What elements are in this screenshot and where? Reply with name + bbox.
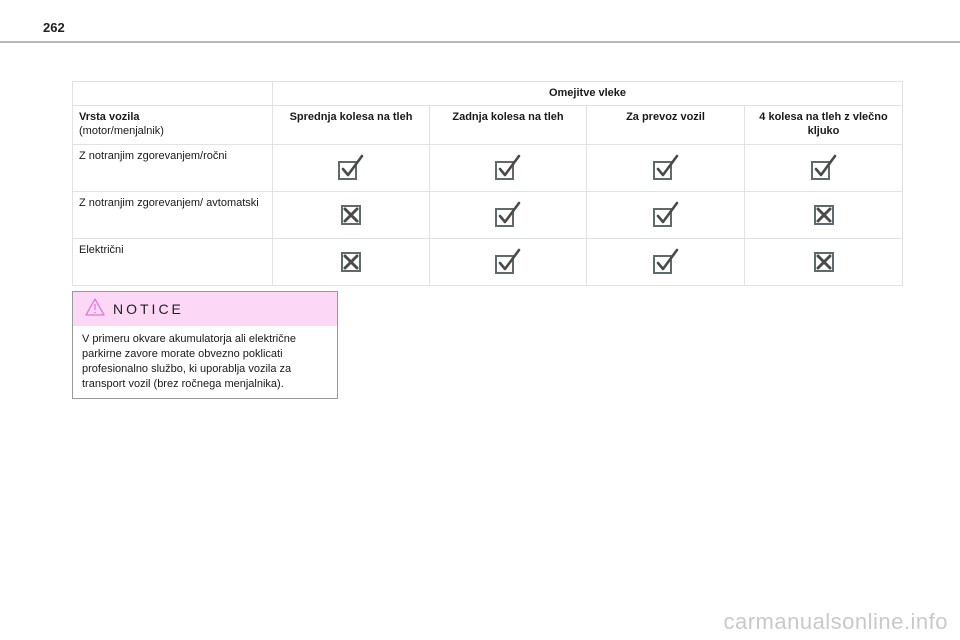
checkbox-checked-icon [494, 201, 522, 229]
checkbox-checked-icon [652, 201, 680, 229]
table-column-header-row [73, 106, 903, 145]
table-cell [745, 239, 903, 286]
table-group-header-row [73, 82, 903, 106]
vehicle-type-subtitle: (motor/menjalnik) [79, 125, 164, 137]
column-header-transporter: Za prevoz vozil [587, 106, 745, 145]
table-cell [273, 192, 430, 239]
table-cell [587, 239, 745, 286]
towing-restrictions-table [72, 81, 903, 286]
table-cell [745, 145, 903, 192]
checkbox-crossed-icon [810, 248, 838, 276]
checkbox-checked-icon [652, 248, 680, 276]
column-header-four-wheels: 4 kolesa na tleh z vlečno kljuko [745, 106, 903, 145]
table-cell [273, 239, 430, 286]
table-row [73, 145, 903, 192]
column-header-rear-wheels: Zadnja kolesa na tleh [430, 106, 587, 145]
row-label: Z notranjim zgorevanjem/ročni [73, 145, 273, 192]
checkbox-crossed-icon [810, 201, 838, 229]
table-cell [430, 145, 587, 192]
notice-title: NOTICE [113, 301, 184, 317]
table-cell [745, 192, 903, 239]
table-cell [430, 239, 587, 286]
notice-text: V primeru okvare akumulatorja ali električne parkirne zavore morate obvezno poklicati profesionalno službo, ki uporablja vozila za transport vozil (brez ročnega menjalnika). [82, 333, 296, 390]
warning-triangle-icon [85, 298, 105, 321]
notice-header [73, 292, 337, 326]
page-number: 262 [43, 20, 65, 35]
checkbox-checked-icon [810, 154, 838, 182]
table-cell [587, 192, 745, 239]
table-corner-cell [73, 82, 273, 106]
table-cell [273, 145, 430, 192]
notice-box [72, 291, 338, 399]
row-label: Z notranjim zgorevanjem/ avtomatski [73, 192, 273, 239]
table-row [73, 239, 903, 286]
table-row [73, 192, 903, 239]
table-cell [587, 145, 745, 192]
checkbox-checked-icon [494, 154, 522, 182]
table-cell [430, 192, 587, 239]
vehicle-type-header [73, 106, 273, 145]
checkbox-checked-icon [652, 154, 680, 182]
column-header-front-wheels: Sprednja kolesa na tleh [273, 106, 430, 145]
checkbox-checked-icon [337, 154, 365, 182]
group-header: Omejitve vleke [273, 82, 903, 106]
watermark: carmanualsonline.info [723, 609, 948, 634]
checkbox-crossed-icon [337, 248, 365, 276]
header-rule [0, 41, 960, 43]
checkbox-crossed-icon [337, 201, 365, 229]
row-label: Električni [73, 239, 273, 286]
checkbox-checked-icon [494, 248, 522, 276]
vehicle-type-title: Vrsta vozila [79, 111, 140, 123]
